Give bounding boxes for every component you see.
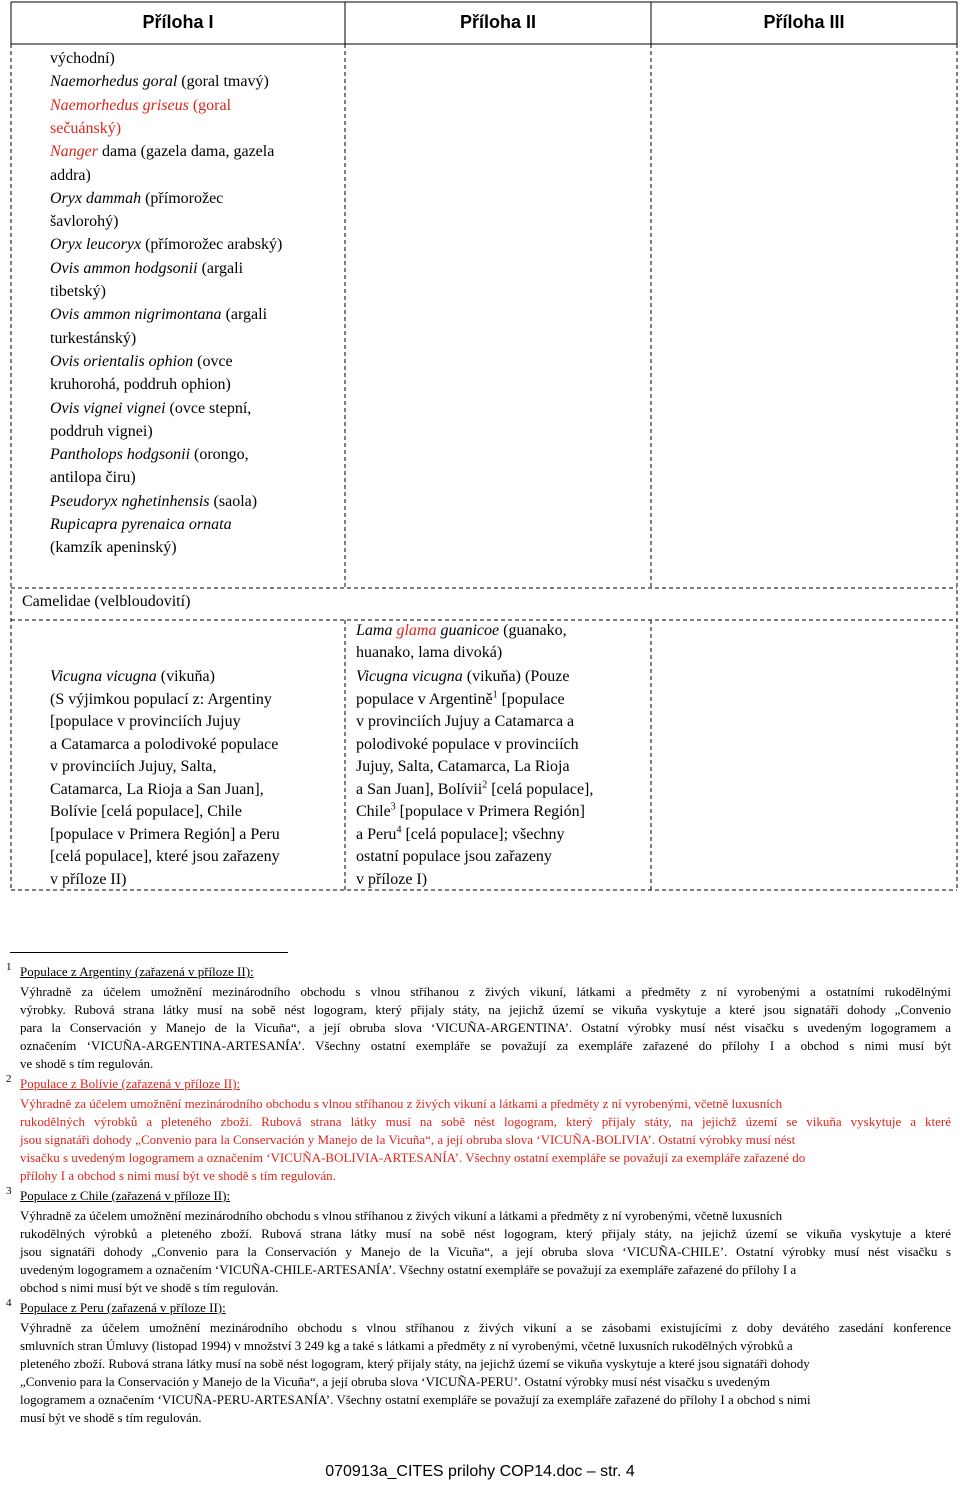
species-common-name: dama (gazela dama, gazela: [98, 143, 275, 161]
species-common-name: (kamzík apeninský): [50, 539, 177, 557]
species-scientific-name: Naemorhedus griseus: [50, 96, 189, 114]
v2-l6a: a San Juan], Bolívii: [356, 780, 483, 798]
species-scientific-name: Ovis orientalis ophion: [50, 352, 194, 370]
lama-subspecies: guanicoe: [440, 622, 500, 639]
footnote-number: 2: [6, 1073, 12, 1085]
species-common-name: antilopa čiru): [50, 469, 136, 487]
page-footer: [0, 1463, 960, 1481]
species-scientific-name: Oryx dammah: [50, 189, 142, 207]
species-common-name: (přímorožec arabský): [141, 236, 283, 254]
footnote-text-line: výrobky. Rubová strana látky musí na sobě nést logogram, který přijaly státy, na jejichž území se vikuňa vyskytuje a které jsou signatáři dohody „Convenio: [20, 1002, 951, 1017]
header-appendix-2: Příloha II: [459, 12, 537, 32]
v2-l7b: [populace v Primera Región]: [395, 803, 585, 820]
footnote-text-line: logogramem a označením ‘VICUÑA-PERU-ARTESANÍA’. Všechny ostatní exempláře se považují za exempláře zařazené do přílohy I a obchod s nimi: [20, 1392, 811, 1407]
footnote-ref-3[interactable]: 3: [390, 801, 396, 813]
species-common-name: (ovce stepní,: [165, 399, 252, 417]
vicugna-sci-1: Vicugna vicugna: [50, 668, 157, 685]
footnote-text-line: rukodělných výrobků a pleteného zboží. Rubová strana látky musí na sobě nést logogram, který přijaly státy, na jejichž území se vikuňa vyskytuje a které: [20, 1226, 951, 1241]
footnote-text-line: Výhradně za účelem umožnění mezinárodního obchodu s vlnou stříhanou z živých vikuní a látkami a předměty z ní vyrobenými, včetně luxusních: [20, 1208, 783, 1223]
v2-l1: (vikuňa) (Pouze: [462, 668, 570, 685]
footnote-text-line: ve shodě s tím regulován.: [20, 1056, 154, 1071]
v2-l9: ostatní populace jsou zařazeny: [356, 848, 552, 865]
species-scientific-name: Nanger: [50, 143, 98, 161]
species-common-name: (goral: [188, 96, 232, 114]
footnote-text-line: Výhradně za účelem umožnění mezinárodního obchodu s vlnou stříhanou z živých vikuní, látkami a předměty z ní vyrobenými a ostatními rukodělnými: [20, 984, 951, 999]
header-appendix-1: Příloha I: [142, 12, 214, 32]
species-common-name: (argali: [197, 259, 244, 277]
species-common-name: (argali: [221, 306, 268, 324]
vicugna-text: (S výjimkou populací z: Argentiny: [50, 690, 272, 708]
vicugna-text: v příloze II): [50, 870, 127, 888]
species-scientific-name: Ovis vignei vignei: [50, 399, 166, 417]
species-common-name: šavlorohý): [50, 213, 119, 231]
species-scientific-name: Pseudoryx nghetinhensis: [50, 492, 210, 510]
v2-l7a: Chile: [356, 803, 391, 820]
species-scientific-name: Oryx leucoryx: [50, 236, 142, 254]
footnote-text-line: rukodělných výrobků a pleteného zboží. Rubová strana látky musí na sobě nést logogram, který přijaly státy, na jejichž území se vikuňa vyskytuje a které: [20, 1114, 951, 1129]
v2-l2b: [populace: [497, 690, 565, 708]
footnote-text-line: obchod s nimi musí být ve shodě s tím regulován.: [20, 1280, 279, 1295]
v2-l6b: [celá populace],: [487, 780, 594, 798]
footnote-ref-4[interactable]: 4: [396, 824, 402, 836]
footnote-text-line: „Convenio para la Conservación y Manejo de la Vicuña“, a její obruba slova ‘VICUÑA-PERU’. Ostatní výrobky musí nést visačku s uvedeným: [20, 1374, 770, 1389]
vicugna-sci-2: Vicugna vicugna: [356, 668, 463, 685]
footnote-heading: Populace z Chile (zařazená v příloze II):: [20, 1188, 231, 1203]
footnote-text-line: pleteného zboží. Rubová strana látky musí na sobě nést logogram, který přijaly státy, na jejichž území se vikuňa vyskytuje a které jsou signatáři dohody: [20, 1356, 810, 1371]
footnote-text-line: visačku s uvedeným logogramem a označením ‘VICUÑA-BOLIVIA-ARTESANÍA’. Všechny ostatní exempláře se považují za exempláře zařazené do: [20, 1150, 806, 1165]
footnote-text-line: para la Conservación y Manejo de la Vicuña“, a její obruba slova ‘VICUÑA-ARGENTINA’. Ostatní výrobky musí nést visačku s uvedeným logogramem a: [20, 1020, 951, 1035]
species-common-name: turkestánský): [50, 329, 137, 347]
footnote-text-line: Výhradně za účelem umožnění mezinárodního obchodu s vlnou stříhanou z živých vikuní a látkami a předměty z ní vyrobenými, včetně luxusních: [20, 1096, 783, 1111]
v2-l3: v provinciích Jujuy a Catamarca a: [356, 713, 575, 730]
lama-common-2: huanako, lama divoká): [356, 644, 503, 661]
footnote-text-line: Výhradně za účelem umožnění mezinárodního obchodu s vlnou stříhanou z živých vikuní a se zásobami existujícími z doby devátého zasedání konference: [20, 1320, 951, 1335]
footnote-heading: Populace z Peru (zařazená v příloze II):: [20, 1300, 226, 1315]
species-common-name: (ovce: [193, 352, 233, 370]
v2-l5: Jujuy, Salta, Catamarca, La Rioja: [356, 758, 570, 775]
vicugna-text: (vikuňa): [156, 668, 215, 685]
footnote-heading: Populace z Argentiny (zařazená v příloze II):: [20, 964, 254, 979]
v2-l4: polodivoké populace v provinciích: [356, 735, 579, 753]
footnote-text-line: označením ‘VICUÑA-ARGENTINA-ARTESANÍA’. Všechny ostatní exempláře se považují za exempláře zařazené do přílohy I a obchod s nimi musí být: [20, 1038, 951, 1053]
species-common-name: (saola): [209, 492, 258, 510]
footnote-text-line: přílohy I a obchod s nimi musí být ve shodě s tím regulován.: [20, 1168, 336, 1183]
species-common-name: kruhorohá, poddruh ophion): [50, 376, 231, 394]
species-scientific-name: Pantholops hodgsonii: [50, 446, 191, 464]
footnote-text-line: smluvních stran Úmluvy (listopad 1994) v množství 3 249 kg a také s látkami a předměty z ní vyrobenými, včetně luxusních rukodělných výrobků a: [20, 1338, 793, 1353]
footnote-number: 3: [6, 1185, 12, 1197]
footnote-heading: Populace z Bolívie (zařazená v příloze II):: [20, 1076, 241, 1091]
family-label: Camelidae (velbloudovití): [22, 593, 191, 610]
species-scientific-name: Naemorhedus goral: [50, 73, 178, 91]
species-common-name: východní): [50, 50, 115, 67]
footnote-text-line: uvedeným logogramem a označením ‘VICUÑA-CHILE-ARTESANÍA’. Všechny ostatní exempláře se považují za exempláře zařazené do přílohy I a: [20, 1262, 797, 1277]
footnote-text-line: jsou signatáři dohody „Convenio para la Conservación y Manejo de la Vicuña“, a její obruba slova ‘VICUÑA-BOLIVIA’. Ostatní výrobky musí nést: [20, 1132, 796, 1147]
footnote-ref-2[interactable]: 2: [482, 779, 488, 791]
vicugna-text: [celá populace], které jsou zařazeny: [50, 848, 280, 865]
lama-species-red: glama: [396, 622, 437, 639]
species-common-name: (přímorožec: [141, 189, 224, 207]
species-common-name: tibetský): [50, 283, 106, 300]
lama-genus: Lama: [356, 622, 393, 639]
vicugna-text: v provinciích Jujuy, Salta,: [50, 758, 217, 775]
lama-common-1: (guanako,: [499, 622, 567, 639]
species-scientific-name: Rupicapra pyrenaica ornata: [50, 516, 232, 533]
v2-l2: populace v Argentině: [356, 690, 493, 708]
footnote-number: 1: [6, 961, 12, 973]
species-common-name: sečuánský): [50, 119, 122, 137]
species-common-name: (goral tmavý): [177, 73, 269, 91]
v2-l8a: a Peru: [356, 825, 397, 843]
vicugna-text: [populace v provinciích Jujuy: [50, 713, 241, 730]
vicugna-text: [populace v Primera Región] a Peru: [50, 825, 280, 843]
v2-l8b: [celá populace]; všechny: [401, 825, 565, 843]
footnote-text-line: jsou signatáři dohody „Convenio para la Conservación y Manejo de la Vicuña“, a její obruba slova ‘VICUÑA-CHILE’. Ostatní výrobky musí nést visačku s: [20, 1244, 951, 1259]
species-common-name: (orongo,: [190, 446, 249, 464]
footer-page-number: 4: [625, 1463, 635, 1480]
footnote-number: 4: [6, 1297, 12, 1309]
species-common-name: poddruh vignei): [50, 422, 153, 440]
species-common-name: addra): [50, 166, 91, 184]
v2-l10: v příloze I): [356, 870, 428, 888]
species-scientific-name: Ovis ammon hodgsonii: [50, 259, 198, 277]
vicugna-text: a Catamarca a polodivoké populace: [50, 735, 279, 753]
header-appendix-3: Příloha III: [763, 12, 845, 32]
footnote-text-line: musí být ve shodě s tím regulován.: [20, 1410, 202, 1425]
species-scientific-name: Ovis ammon nigrimontana: [50, 306, 222, 324]
vicugna-text: Bolívie [celá populace], Chile: [50, 803, 242, 820]
vicugna-text: Catamarca, La Rioja a San Juan],: [50, 780, 264, 798]
footer-doc-name: 070913a_CITES prilohy COP14.doc – str.: [325, 1463, 626, 1480]
footnote-ref-1[interactable]: 1: [492, 689, 498, 701]
